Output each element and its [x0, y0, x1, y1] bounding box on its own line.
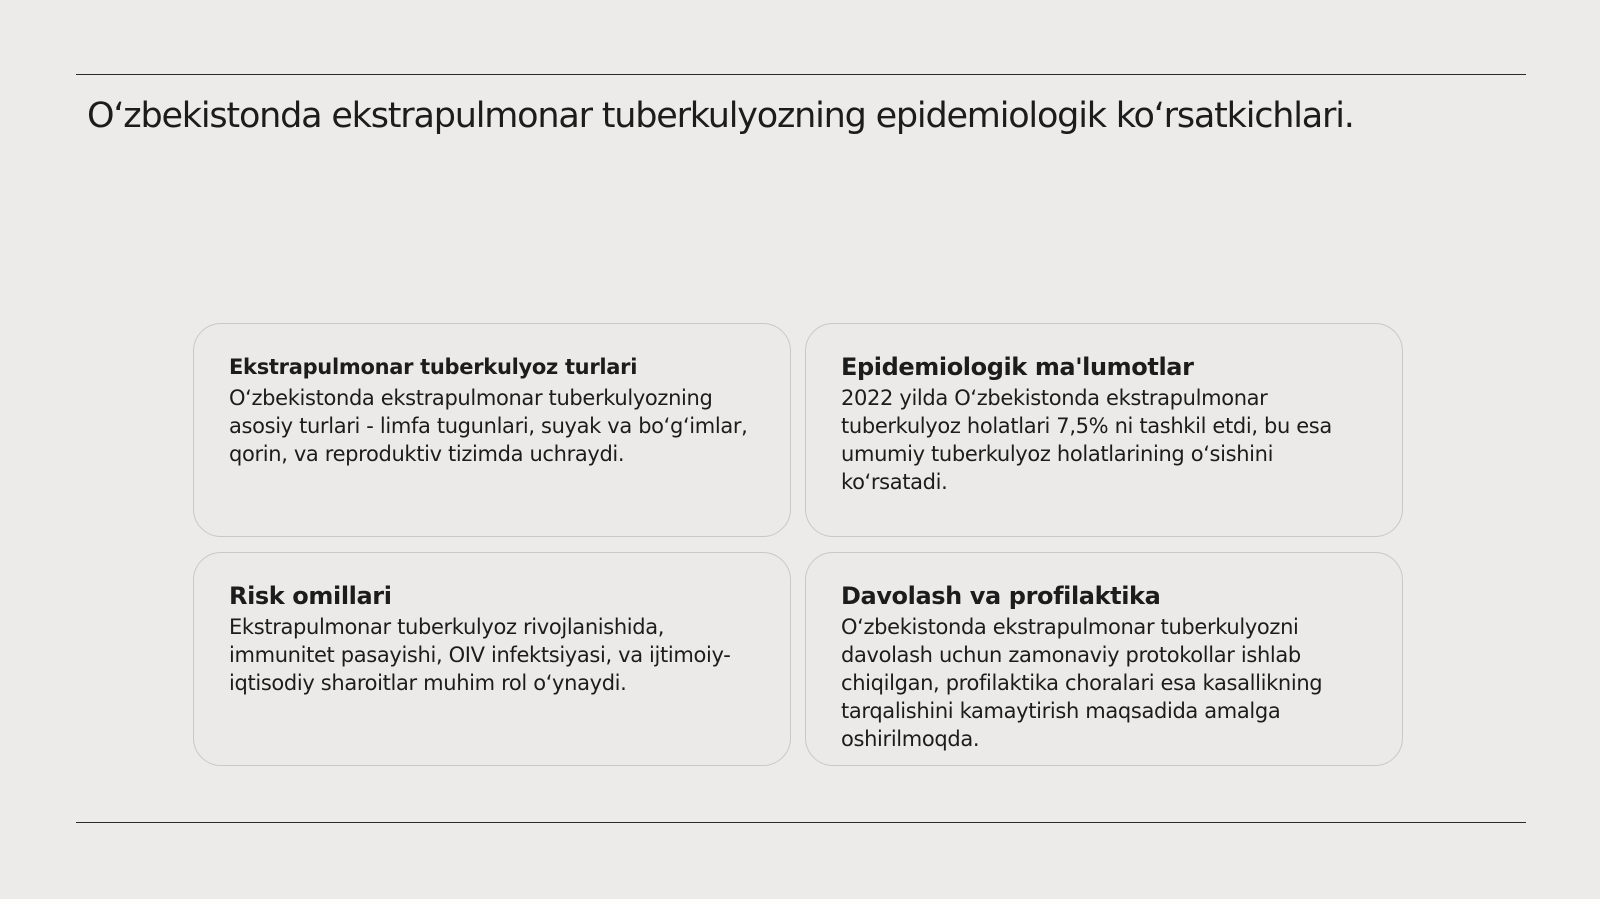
card-extrapulmonary-types — [193, 323, 791, 537]
card-title: Epidemiologik ma'lumotlar — [841, 353, 1194, 381]
slide-title: O‘zbekistonda ekstrapulmonar tuberkulyozning epidemiologik ko‘rsatkichlari. — [87, 96, 1354, 136]
cards-grid — [193, 323, 1406, 768]
card-text: O‘zbekistonda ekstrapulmonar tuberkulyozning asosiy turlari - limfa tugunlari, suyak va bo‘g‘imlar, qorin, va reproduktiv tizimda uchraydi. — [229, 386, 748, 466]
card-text: 2022 yilda O‘zbekistonda ekstrapulmonar tuberkulyoz holatlari 7,5% ni tashkil etdi, bu esa umumiy tuberkulyoz holatlarining o‘sishini ko‘rsatadi. — [841, 386, 1332, 494]
card-text: O‘zbekistonda ekstrapulmonar tuberkulyozni davolash uchun zamonaviy protokollar ishlab chiqilgan, profilaktika choralari esa kasallikning tarqalishini kamaytirish maqsadida amalga oshirilmoqda. — [841, 615, 1323, 751]
card-title: Ekstrapulmonar tuberkulyoz turlari — [229, 355, 638, 379]
top-divider — [76, 74, 1526, 75]
card-treatment-prevention — [805, 552, 1403, 766]
bottom-divider — [76, 822, 1526, 823]
card-text: Ekstrapulmonar tuberkulyoz rivojlanishida, immunitet pasayishi, OIV infektsiyasi, va ijtimoiy-iqtisodiy sharoitlar muhim rol o‘ynaydi. — [229, 615, 731, 695]
card-epidemiological-data — [805, 323, 1403, 537]
card-title: Risk omillari — [229, 582, 392, 610]
card-risk-factors — [193, 552, 791, 766]
card-title: Davolash va profilaktika — [841, 582, 1161, 610]
